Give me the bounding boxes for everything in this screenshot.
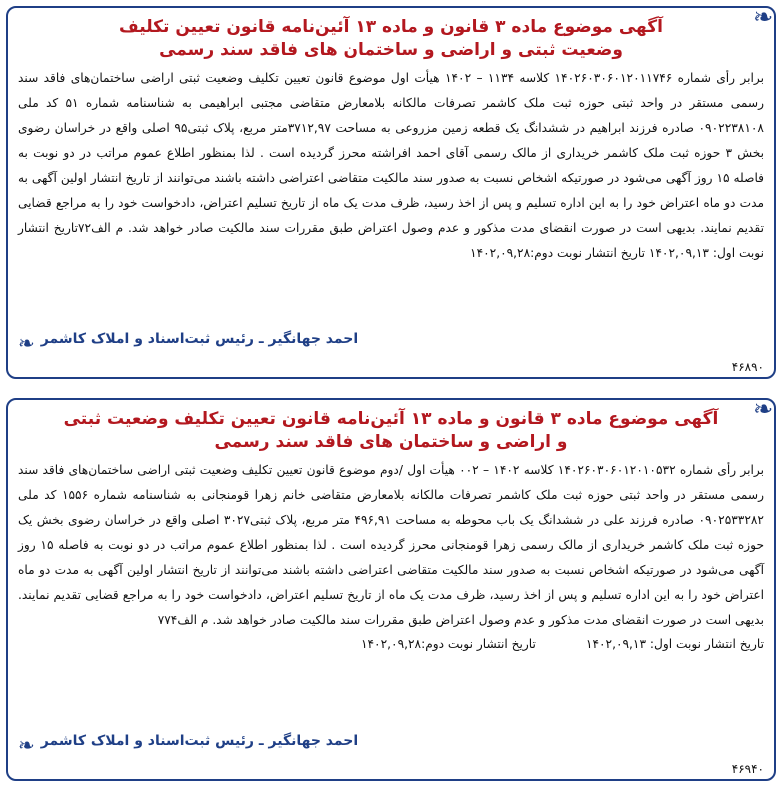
notice-title-line2: و اراضی و ساختمان های فاقد سند رسمی: [214, 432, 568, 452]
notice-1: [6, 3, 776, 379]
notice-code: ۴۶۹۴۰: [731, 762, 764, 776]
signature: [18, 331, 358, 355]
corner-ornament-icon: ❧: [752, 3, 774, 31]
corner-ornament-icon: ❧: [18, 331, 35, 355]
signature-text: احمد جهانگیر ـ رئیس ثبت‌اسناد و املاک کاشمر: [40, 733, 359, 749]
signature-text: احمد جهانگیر ـ رئیس ثبت‌اسناد و املاک کاشمر: [40, 331, 359, 347]
notice-body: برابر رأی شماره ۱۴۰۲۶۰۳۰۶۰۱۲۰۱۰۵۳۲ کلاسه ۱۴۰۲ – ۰۰۲ هیأت اول /دوم موضوع قانون تعیین تکلیف وضعیت ثبتی اراضی ساختمان‌های فاقد سند رسمی مستقر در واحد ثبتی حوزه ثبت ملک کاشمر تصرفات مالکانه بلامعارض متقاضی خانم زهرا قومنجانی به شناسنامه شماره ۱۵۵۶ کد ملی ۰۹۰۲۵۳۳۲۸۲ صادره فرزند علی در ششدانگ یک باب محوطه به مساحت ۴۹۶,۹۱ متر مربع، پلاک ثبتی۳۰۲۷ اصلی واقع در خراسان رضوی بخش یک حوزه ثبت ملک کاشمر خریداری از مالک رسمی زهرا قومنجانی محرز گردیده است . لذا بمنظور اطلاع عموم مراتب در دو نوبت به فاصله ۱۵ روز آگهی می‌شود در صورتیکه اشخاص نسبت به صدور سند مالکیت متقاضی اعتراضی داشته باشند می‌توانند از تاریخ انتشار اولین آگهی به مدت دو ماه اعتراض خود را به این اداره تسلیم و پس از اخذ رسید، ظرف مدت یک ماه از تاریخ تسلیم اعتراض، دادخواست خود را به مراجع قضایی تقدیم نمایند. بدیهی است در صورت انقضای مدت مذکور و عدم وصول اعتراض طبق مقررات سند مالکیت صادر خواهد شد. م الف۷۷۴: [18, 463, 765, 627]
signature: [18, 733, 358, 757]
notice-title-line2: وضعیت ثبتی و اراضی و ساختمان های فاقد سند رسمی: [159, 40, 623, 60]
corner-ornament-icon: ❧: [18, 733, 35, 757]
notice-title: [48, 408, 734, 454]
publication-dates: [8, 633, 774, 655]
notice-body: برابر رأی شماره ۱۴۰۲۶۰۳۰۶۰۱۲۰۱۱۷۴۶ کلاسه ۱۱۳۴ – ۱۴۰۲ هیأت اول موضوع قانون تعیین تکلیف وضعیت ثبتی اراضی ساختمان‌های فاقد سند رسمی مستقر در واحد ثبتی حوزه ثبت ملک کاشمر تصرفات مالکانه بلامعارض متقاضی مجتبی ابراهیمی به شناسنامه شماره ۵۱ کد ملی ۰۹۰۲۲۳۸۱۰۸ صادره فرزند ابراهیم در ششدانگ یک قطعه زمین مزروعی به مساحت ۳۷۱۲,۹۷متر مربع، پلاک ثبتی۹۵ اصلی واقع در خراسان رضوی بخش ۳ حوزه ثبت ملک کاشمر خریداری از مالک رسمی آقای احمد افراشته محرز گردیده است . لذا بمنظور اطلاع عموم مراتب در دو نوبت به فاصله ۱۵ روز آگهی می‌شود در صورتیکه اشخاص نسبت به صدور سند مالکیت متقاضی اعتراضی داشته باشند می‌توانند از تاریخ انتشار اولین آگهی به مدت دو ماه اعتراض خود را به این اداره تسلیم و پس از اخذ رسید، ظرف مدت یک ماه از تاریخ تسلیم اعتراض، دادخواست خود را به مراجع قضایی تقدیم نمایند. بدیهی است در صورت انقضای مدت مذکور و عدم وصول اعتراض طبق مقررات سند مالکیت صادر خواهد شد. م الف۷۲تاریخ انتشار نوبت اول: ۱۴۰۲,۰۹,۱۳ تاریخ انتشار نوبت دوم:۱۴۰۲,۰۹,۲۸: [18, 71, 764, 260]
notice-code: ۴۶۸۹۰: [731, 360, 764, 374]
notice-title: [48, 16, 734, 62]
second-publication-date: تاریخ انتشار نوبت دوم:۱۴۰۲,۰۹,۲۸: [360, 637, 536, 651]
corner-ornament-icon: ❧: [752, 395, 774, 423]
notice-title-line1: آگهی موضوع ماده ۳ قانون و ماده ۱۳ آئین‌نامه قانون تعیین تکلیف وضعیت ثبتی: [63, 409, 719, 429]
notice-2: [6, 395, 776, 781]
notice-title-line1: آگهی موضوع ماده ۳ قانون و ماده ۱۳ آئین‌نامه قانون تعیین تکلیف: [119, 17, 663, 37]
first-publication-date: تاریخ انتشار نوبت اول: ۱۴۰۲,۰۹,۱۳: [585, 637, 764, 651]
